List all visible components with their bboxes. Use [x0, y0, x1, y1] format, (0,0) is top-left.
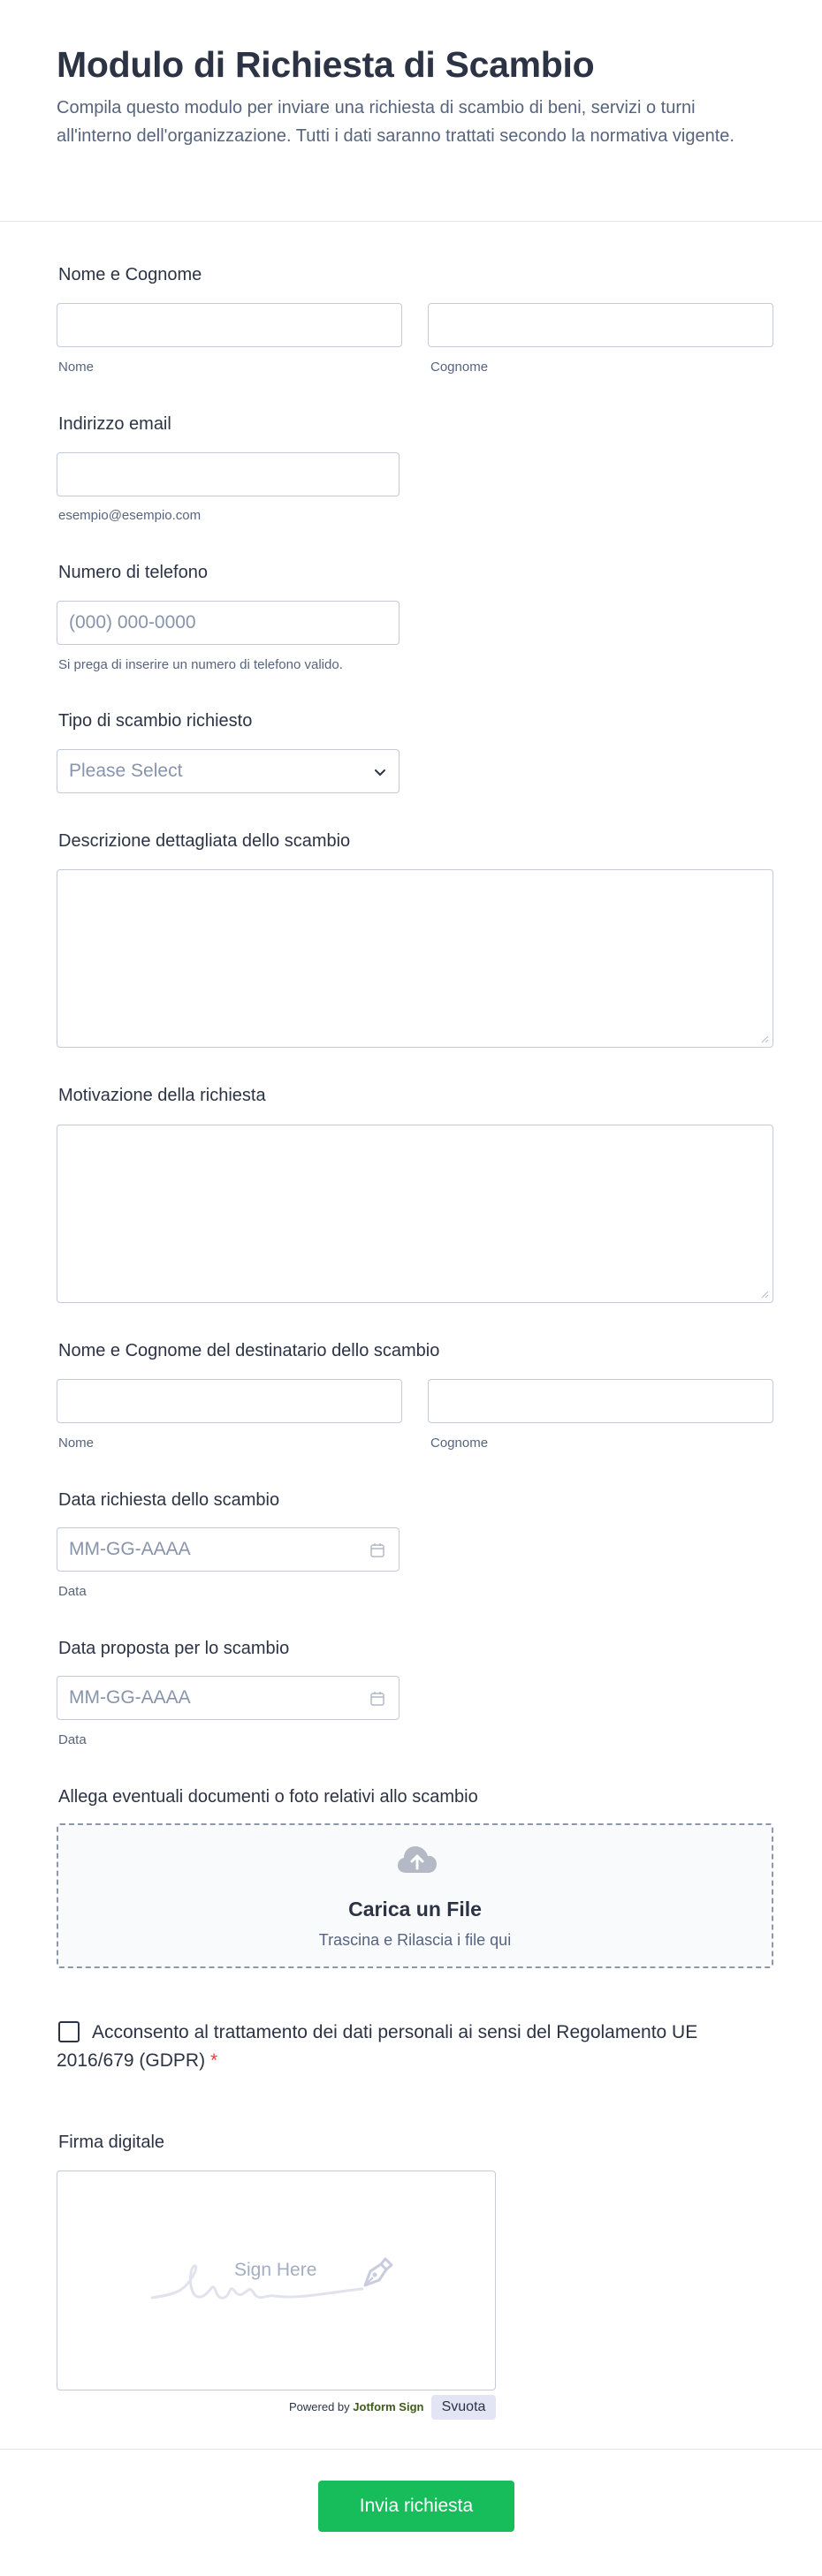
request-date-placeholder: MM-GG-AAAA: [69, 1539, 191, 1559]
request-date-label: Data richiesta dello scambio: [58, 1490, 280, 1510]
proposed-date-label: Data proposta per lo scambio: [58, 1639, 290, 1658]
email-label: Indirizzo email: [58, 414, 171, 434]
recipient-first-sublabel: Nome: [58, 1436, 95, 1451]
recipient-last-name-input[interactable]: [428, 1379, 773, 1423]
description-textarea[interactable]: [57, 869, 773, 1048]
footer-divider: [0, 2449, 822, 2450]
calendar-icon[interactable]: [369, 1690, 386, 1708]
submit-button[interactable]: Invia richiesta: [318, 2481, 514, 2532]
signature-pad[interactable]: [57, 2171, 496, 2390]
pen-icon: [358, 2255, 395, 2292]
recipient-last-sublabel: Cognome: [430, 1436, 489, 1451]
calendar-icon[interactable]: [369, 1542, 386, 1559]
exchange-type-placeholder: Please Select: [69, 761, 183, 781]
consent-text: [57, 2019, 711, 2075]
cloud-upload-icon: [396, 1845, 438, 1876]
request-date-sublabel: Data: [58, 1584, 87, 1599]
motivation-textarea[interactable]: [57, 1125, 773, 1303]
chevron-down-icon: [372, 764, 388, 780]
resize-handle-icon[interactable]: [760, 1290, 769, 1299]
consent-label: Acconsento al trattamento dei dati personali ai sensi del Regolamento UE 2016/679 (GDPR): [57, 2022, 698, 2071]
motivation-label: Motivazione della richiesta: [58, 1086, 266, 1105]
description-label: Descrizione dettagliata dello scambio: [58, 831, 351, 851]
powered-brand[interactable]: Jotform Sign: [353, 2400, 424, 2413]
file-upload-dropzone[interactable]: [57, 1823, 773, 1968]
exchange-type-select[interactable]: [57, 749, 400, 793]
phone-label: Numero di telefono: [58, 563, 208, 582]
powered-by: [289, 2400, 423, 2413]
exchange-type-label: Tipo di scambio richiesto: [58, 711, 253, 731]
signature-placeholder: Sign Here: [234, 2260, 317, 2280]
upload-title: Carica un File: [348, 1898, 482, 1921]
clear-signature-button[interactable]: Svuota: [431, 2395, 496, 2420]
phone-input[interactable]: [57, 601, 400, 645]
upload-label: Allega eventuali documenti o foto relativi allo scambio: [58, 1787, 478, 1807]
proposed-date-placeholder: MM-GG-AAAA: [69, 1687, 191, 1708]
page-subtitle: Compila questo modulo per inviare una richiesta di scambio di beni, servizi o turni all'interno dell'organizzazione. Tutti i dati saranno trattati secondo la normativa vigente.: [57, 98, 734, 146]
recipient-label: Nome e Cognome del destinatario dello scambio: [58, 1341, 440, 1360]
resize-handle-icon[interactable]: [760, 1034, 769, 1043]
powered-prefix: Powered by: [289, 2400, 350, 2413]
page-title: Modulo di Richiesta di Scambio: [57, 44, 595, 85]
proposed-date-sublabel: Data: [58, 1732, 87, 1747]
upload-subtitle: Trascina e Rilascia i file qui: [318, 1931, 512, 1949]
request-date-input[interactable]: [57, 1527, 400, 1572]
proposed-date-input[interactable]: [57, 1676, 400, 1720]
last-name-sublabel: Cognome: [430, 360, 489, 375]
email-sublabel: esempio@esempio.com: [58, 508, 202, 523]
first-name-sublabel: Nome: [58, 360, 95, 375]
signature-label: Firma digitale: [58, 2133, 165, 2152]
last-name-input[interactable]: [428, 303, 773, 347]
email-input[interactable]: [57, 452, 400, 496]
phone-sublabel: Si prega di inserire un numero di telefono valido.: [58, 657, 343, 672]
required-mark: *: [209, 2050, 218, 2071]
name-label: Nome e Cognome: [58, 265, 202, 284]
first-name-input[interactable]: [57, 303, 402, 347]
form-header: [0, 0, 822, 222]
recipient-first-name-input[interactable]: [57, 1379, 402, 1423]
phone-placeholder: (000) 000-0000: [69, 612, 196, 633]
